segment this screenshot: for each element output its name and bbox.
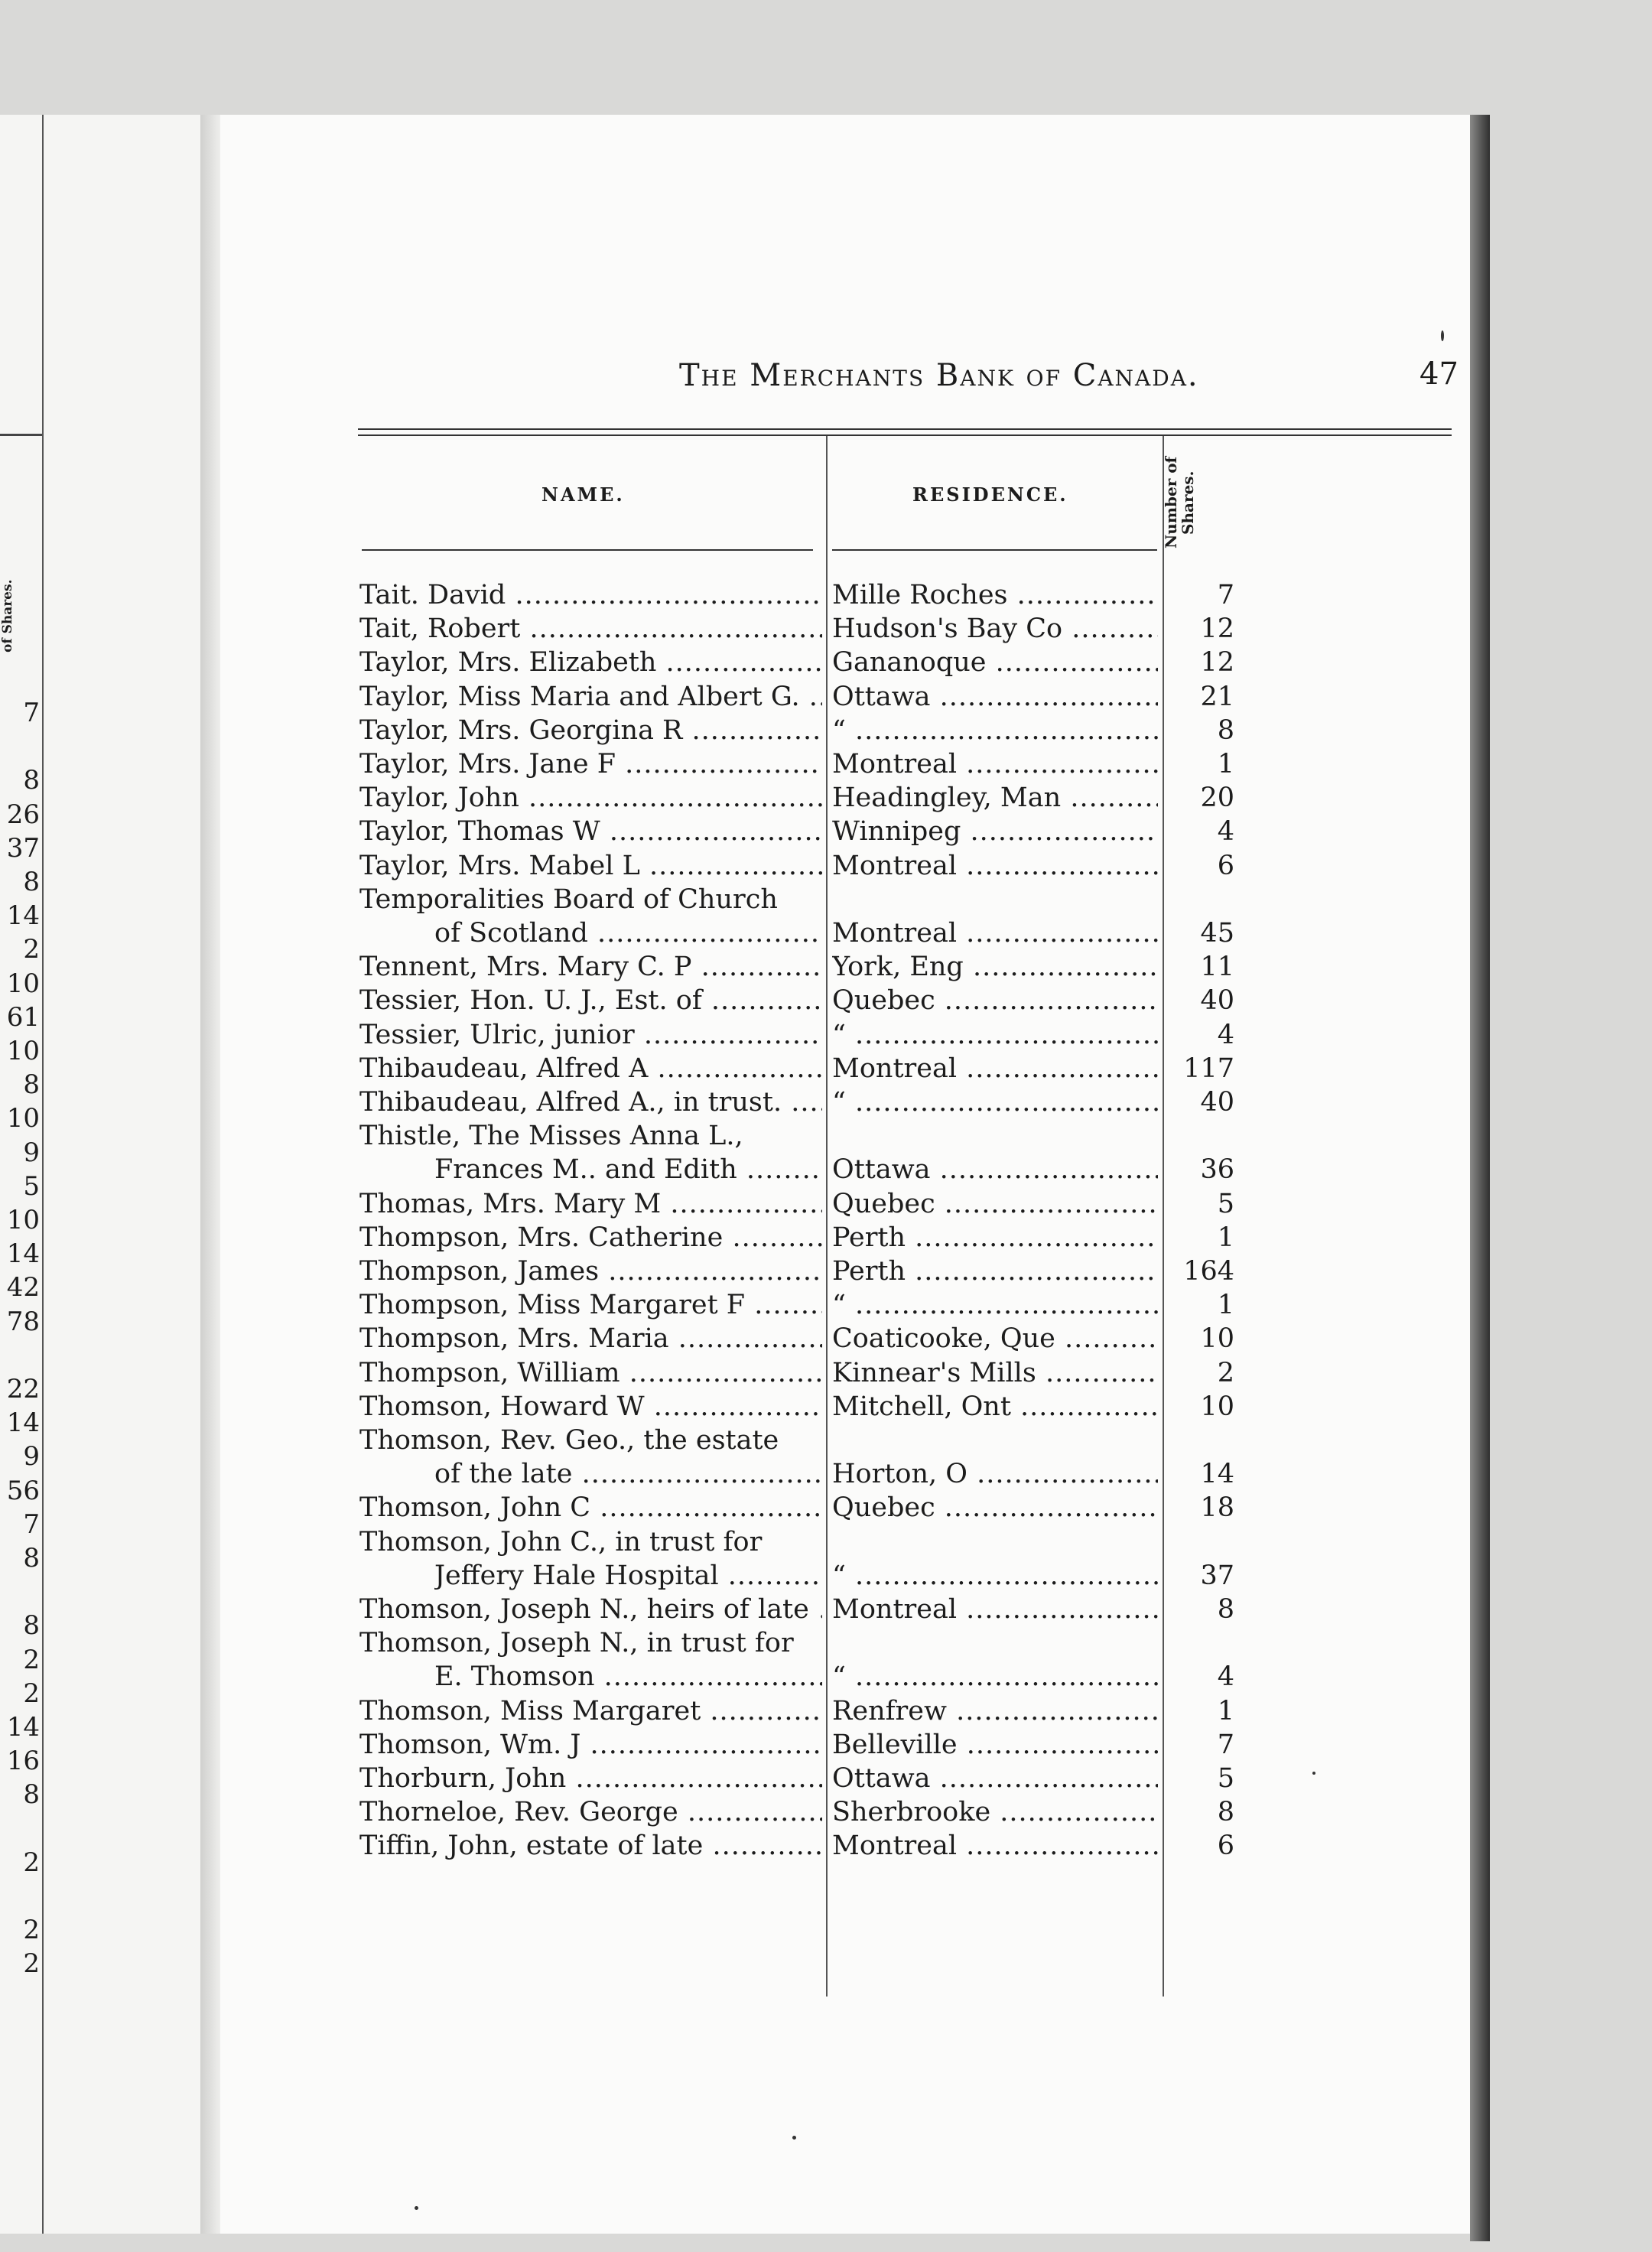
ledger-row: [220, 1762, 1470, 1795]
shareholder-name: Jeffery Hale Hospital .....: [434, 1559, 822, 1593]
ledger-row: [220, 916, 1470, 950]
shareholder-name: Thistle, The Misses Anna L.,: [359, 1121, 743, 1152]
shareholder-residence: “ .....: [832, 1085, 1158, 1119]
share-count: 4: [1217, 1661, 1234, 1693]
share-count: 14: [1200, 1459, 1234, 1490]
left-share-value: 2: [23, 1948, 40, 1980]
shareholder-residence: “ .....: [832, 1288, 1158, 1322]
ink-speck: [792, 2136, 796, 2140]
ledger-row: [220, 1829, 1470, 1863]
share-count: 117: [1183, 1053, 1234, 1084]
running-header: The Merchants Bank of Canada.: [679, 358, 1199, 393]
residence-heading-rule: [832, 549, 1157, 551]
left-share-value: 37: [6, 832, 40, 864]
shareholder-name: Temporalities Board of Church: [359, 884, 778, 915]
left-share-value: 2: [23, 1847, 40, 1878]
ledger-row: [220, 1255, 1470, 1288]
ledger-row: [220, 747, 1470, 781]
ledger-row: [220, 612, 1470, 646]
shareholder-name: Thomas, Mrs. Mary M .....: [359, 1187, 822, 1221]
shareholder-residence: Ottawa .....: [832, 1153, 1158, 1186]
share-count: 2: [1217, 1357, 1234, 1388]
shareholder-residence: Quebec .....: [832, 984, 1158, 1017]
left-share-value: 7: [23, 698, 40, 728]
share-count: 8: [1217, 1594, 1234, 1625]
shareholder-name: of the late .....: [434, 1457, 822, 1491]
shareholder-residence: Hudson's Bay Co .....: [832, 612, 1158, 646]
shareholder-residence: “ .....: [832, 1660, 1158, 1694]
page-stack-edge: [1470, 115, 1490, 2241]
share-count: 45: [1200, 918, 1234, 949]
ink-speck: [1441, 330, 1444, 341]
left-share-value: 9: [23, 1137, 40, 1168]
left-share-value: 8: [23, 867, 40, 897]
shareholder-name: Thompson, Miss Margaret F .....: [359, 1288, 822, 1322]
share-count: 6: [1217, 850, 1234, 881]
shareholder-name: Taylor, Miss Maria and Albert G. .....: [359, 680, 822, 714]
left-share-value: 9: [23, 1441, 40, 1473]
ledger-row: [220, 578, 1470, 612]
shareholder-name: Thomson, Rev. Geo., the estate: [359, 1425, 779, 1456]
ledger-row: [220, 1153, 1470, 1186]
shareholder-name: Tessier, Ulric, junior .....: [359, 1018, 822, 1052]
shareholder-name: Thorburn, John .....: [359, 1762, 822, 1795]
shareholder-name: Thompson, William .....: [359, 1356, 822, 1390]
shareholder-name: Taylor, Mrs. Georgina R .....: [359, 714, 822, 747]
shareholder-name: Thomson, Howard W .....: [359, 1390, 822, 1424]
shareholder-residence: Ottawa .....: [832, 1762, 1158, 1795]
share-count: 21: [1200, 681, 1234, 712]
shareholder-name: Thomson, John C .....: [359, 1491, 822, 1525]
ledger-row: [220, 1018, 1470, 1052]
left-share-value: 8: [23, 1610, 40, 1642]
share-count: 6: [1217, 1831, 1234, 1862]
left-share-value: 5: [23, 1170, 40, 1202]
ledger-row: [220, 1322, 1470, 1355]
share-count: 5: [1217, 1188, 1234, 1219]
shareholder-name: Thompson, Mrs. Catherine .....: [359, 1221, 822, 1255]
left-share-value: 78: [6, 1306, 40, 1337]
share-count: 1: [1217, 1222, 1234, 1253]
shareholder-name: Thompson, Mrs. Maria .....: [359, 1322, 822, 1355]
ledger-row: [220, 1593, 1470, 1626]
ledger-row: [220, 680, 1470, 714]
share-count: 8: [1217, 714, 1234, 746]
share-count: 7: [1217, 580, 1234, 610]
ledger-row: [220, 1728, 1470, 1762]
ledger-row: [220, 781, 1470, 815]
shareholder-name: E. Thomson .....: [434, 1660, 822, 1694]
shareholder-residence: Coaticooke, Que .....: [832, 1322, 1158, 1355]
ledger-row: [220, 883, 1470, 916]
ledger-row: [220, 1457, 1470, 1491]
share-count: 36: [1200, 1154, 1234, 1186]
left-share-value: 7: [23, 1508, 40, 1540]
shareholder-residence: Montreal .....: [832, 1052, 1158, 1085]
share-count: 164: [1183, 1256, 1234, 1287]
shareholder-name: Thomson, John C., in trust for: [359, 1526, 763, 1557]
share-count: 40: [1200, 985, 1234, 1017]
share-count: 4: [1217, 1019, 1234, 1050]
ledger-row: [220, 1356, 1470, 1390]
share-count: 18: [1200, 1492, 1234, 1524]
share-count: 11: [1200, 952, 1234, 983]
shareholder-name: Thomson, Miss Margaret .....: [359, 1694, 822, 1728]
ink-speck: [415, 2206, 418, 2210]
left-share-value: 14: [6, 900, 40, 932]
left-header-rule: [0, 434, 42, 436]
shareholder-residence: Mitchell, Ont .....: [832, 1390, 1158, 1424]
left-shares-heading: of Shares.: [0, 579, 15, 652]
ledger-row: [220, 849, 1470, 883]
ledger-row: [220, 1221, 1470, 1255]
shareholder-residence: Perth .....: [832, 1221, 1158, 1255]
share-count: 1: [1217, 1290, 1234, 1321]
shareholder-name: Tessier, Hon. U. J., Est. of .....: [359, 984, 822, 1017]
shareholder-name: Frances M.. and Edith .....: [434, 1153, 822, 1186]
left-share-value: 2: [23, 934, 40, 965]
ledger-row: [220, 1052, 1470, 1085]
shareholder-residence: Belleville .....: [832, 1728, 1158, 1762]
share-count: 10: [1200, 1391, 1234, 1422]
left-share-value: 8: [23, 1779, 40, 1811]
shareholder-residence: “ .....: [832, 1018, 1158, 1052]
shareholder-residence: Montreal .....: [832, 1829, 1158, 1863]
shareholder-name: Thomson, Joseph N., in trust for: [359, 1628, 794, 1659]
column-heading-name: NAME.: [541, 483, 625, 506]
shareholder-residence: Headingley, Man .....: [832, 781, 1158, 815]
left-share-value: 8: [23, 1543, 40, 1573]
left-share-value: 10: [6, 1103, 40, 1134]
right-page: [220, 115, 1470, 2234]
shareholder-name: Taylor, Mrs. Elizabeth .....: [359, 646, 822, 679]
left-share-value: 22: [6, 1374, 40, 1404]
shareholder-residence: Kinnear's Mills .....: [832, 1356, 1158, 1390]
shareholder-residence: Montreal .....: [832, 849, 1158, 883]
left-share-value: 10: [6, 1205, 40, 1235]
shareholder-name: Taylor, Mrs. Jane F .....: [359, 747, 822, 781]
left-share-value: 61: [6, 1001, 40, 1033]
share-count: 40: [1200, 1087, 1234, 1118]
ledger-row: [220, 1085, 1470, 1119]
shareholder-residence: Horton, O .....: [832, 1457, 1158, 1491]
share-count: 4: [1217, 816, 1234, 848]
ledger-row: [220, 1795, 1470, 1829]
shareholder-residence: Winnipeg .....: [832, 815, 1158, 848]
ledger-row: [220, 1187, 1470, 1221]
book-gutter: [200, 115, 220, 2234]
shareholder-name: Thomson, Wm. J .....: [359, 1728, 822, 1762]
share-count: 1: [1217, 1695, 1234, 1726]
page-number: 47: [1419, 356, 1459, 392]
ledger-row: [220, 1119, 1470, 1153]
shareholder-residence: Perth .....: [832, 1255, 1158, 1288]
shareholder-residence: Sherbrooke .....: [832, 1795, 1158, 1829]
column-heading-residence: RESIDENCE.: [912, 483, 1068, 506]
ledger-row: [220, 1559, 1470, 1593]
left-share-value: 16: [6, 1746, 40, 1777]
shareholder-name: Thibaudeau, Alfred A .....: [359, 1052, 822, 1085]
share-count: 20: [1200, 783, 1234, 814]
left-facing-page: [0, 115, 203, 2234]
left-share-value: 8: [23, 1069, 40, 1101]
ledger-row: [220, 646, 1470, 679]
shareholder-residence: Montreal .....: [832, 916, 1158, 950]
ledger-row: [220, 714, 1470, 747]
shareholder-name: Taylor, Mrs. Mabel L .....: [359, 849, 822, 883]
name-heading-rule: [362, 549, 813, 551]
ledger-row: [220, 950, 1470, 984]
shareholder-residence: “ .....: [832, 714, 1158, 747]
shareholder-residence: Montreal .....: [832, 747, 1158, 781]
ledger-row: [220, 984, 1470, 1017]
left-share-value: 2: [23, 1915, 40, 1946]
shareholder-residence: “ .....: [832, 1559, 1158, 1593]
shareholder-name: Tait, Robert .....: [359, 612, 822, 646]
left-share-value: 42: [6, 1272, 40, 1303]
share-count: 37: [1200, 1560, 1234, 1591]
shareholder-name: Thibaudeau, Alfred A., in trust. .....: [359, 1085, 822, 1119]
left-share-value: 2: [23, 1644, 40, 1675]
shareholder-residence: Renfrew .....: [832, 1694, 1158, 1728]
header-rule-top: [358, 428, 1452, 430]
left-share-value: 14: [6, 1712, 40, 1743]
left-share-value: 10: [6, 968, 40, 999]
ledger-row: [220, 1626, 1470, 1660]
shareholder-name: Tennent, Mrs. Mary C. P .....: [359, 950, 822, 984]
shareholder-name: Tiffin, John, estate of late .....: [359, 1829, 822, 1863]
left-share-value: 8: [23, 765, 40, 796]
shareholder-residence: Gananoque .....: [832, 646, 1158, 679]
share-count: 7: [1217, 1729, 1234, 1760]
shareholder-name: Taylor, John .....: [359, 781, 822, 815]
ink-speck: [1312, 1772, 1315, 1775]
share-count: 1: [1217, 749, 1234, 779]
ledger-row: [220, 1424, 1470, 1457]
ledger-row: [220, 1390, 1470, 1424]
share-count: 5: [1217, 1763, 1234, 1794]
left-share-value: 14: [6, 1408, 40, 1439]
ledger-row: [220, 815, 1470, 848]
ledger-row: [220, 1525, 1470, 1559]
shareholder-residence: Mille Roches .....: [832, 578, 1158, 612]
shareholder-name: Thorneloe, Rev. George .....: [359, 1795, 822, 1829]
shareholder-name: Tait. David .....: [359, 578, 822, 612]
column-heading-shares: Number of Shares.: [1162, 456, 1197, 549]
share-count: 8: [1217, 1797, 1234, 1828]
shareholder-residence: Montreal .....: [832, 1593, 1158, 1626]
left-share-value: 14: [6, 1238, 40, 1270]
shareholder-name: Thompson, James .....: [359, 1255, 822, 1288]
ledger-row: [220, 1288, 1470, 1322]
left-share-value: 10: [6, 1036, 40, 1066]
share-count: 12: [1200, 647, 1234, 679]
ledger-row: [220, 1660, 1470, 1694]
ledger-row: [220, 1491, 1470, 1525]
share-count: 10: [1200, 1323, 1234, 1355]
shareholder-name: of Scotland .....: [434, 916, 822, 950]
shareholder-residence: Quebec .....: [832, 1187, 1158, 1221]
shareholder-name: Thomson, Joseph N., heirs of late .....: [359, 1593, 822, 1626]
left-share-value: 26: [6, 799, 40, 830]
shareholder-residence: Ottawa .....: [832, 680, 1158, 714]
left-share-value: 56: [6, 1475, 40, 1506]
ledger-row: [220, 1694, 1470, 1728]
left-share-value: 2: [23, 1678, 40, 1709]
header-rule-bottom: [358, 434, 1452, 436]
shareholder-residence: York, Eng .....: [832, 950, 1158, 984]
shareholder-name: Taylor, Thomas W .....: [359, 815, 822, 848]
share-count: 12: [1200, 613, 1234, 645]
shareholder-residence: Quebec .....: [832, 1491, 1158, 1525]
